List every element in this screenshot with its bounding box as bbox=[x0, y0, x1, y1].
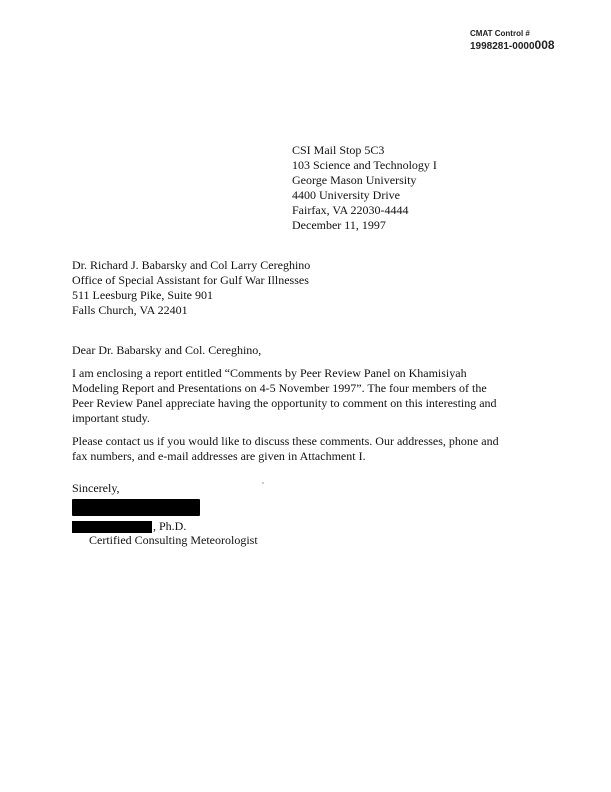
recipient-line: Falls Church, VA 22401 bbox=[72, 303, 188, 317]
control-number bbox=[470, 39, 555, 53]
paragraph-line: Peer Review Panel appreciate having the opportunity to comment on this interesting and bbox=[72, 396, 497, 410]
sender-line: 4400 University Drive bbox=[292, 188, 400, 202]
cmat-control-stamp bbox=[470, 28, 555, 53]
signer-degree: , Ph.D. bbox=[153, 519, 187, 533]
control-label: CMAT Control # bbox=[470, 29, 530, 38]
recipient-address bbox=[72, 258, 310, 318]
signer-title: Certified Consulting Meteorologist bbox=[89, 533, 258, 547]
paragraph-line: fax numbers, and e-mail addresses are given in Attachment I. bbox=[72, 449, 366, 463]
paragraph-line: I am enclosing a report entitled “Comments by Peer Review Panel on Khamisiyah bbox=[72, 366, 467, 380]
sender-line: CSI Mail Stop 5C3 bbox=[292, 143, 385, 157]
sender-line: 103 Science and Technology I bbox=[292, 158, 437, 172]
scan-speck bbox=[262, 482, 264, 484]
recipient-line: Dr. Richard J. Babarsky and Col Larry Cereghino bbox=[72, 258, 311, 272]
salutation: Dear Dr. Babarsky and Col. Cereghino, bbox=[72, 343, 262, 357]
paragraph-line: Please contact us if you would like to discuss these comments. Our addresses, phone and bbox=[72, 434, 499, 448]
signature-redaction bbox=[72, 499, 200, 516]
closing: Sincerely, bbox=[72, 481, 120, 495]
letter-date: December 11, 1997 bbox=[292, 218, 386, 232]
control-number-tail: 008 bbox=[534, 38, 555, 52]
paragraph-line: important study. bbox=[72, 411, 150, 425]
sender-line: Fairfax, VA 22030-4444 bbox=[292, 203, 409, 217]
name-redaction bbox=[72, 521, 152, 533]
paragraph-line: Modeling Report and Presentations on 4-5 November 1997”. The four members of the bbox=[72, 381, 487, 395]
body-paragraph-1 bbox=[72, 366, 512, 426]
signature-stroke bbox=[150, 494, 178, 520]
sender-address bbox=[292, 143, 437, 233]
body-paragraph-2 bbox=[72, 434, 512, 464]
sender-line: George Mason University bbox=[292, 173, 417, 187]
control-number-main: 1998281-0000 bbox=[470, 41, 535, 52]
recipient-line: 511 Leesburg Pike, Suite 901 bbox=[72, 288, 213, 302]
recipient-line: Office of Special Assistant for Gulf War Illnesses bbox=[72, 273, 309, 287]
